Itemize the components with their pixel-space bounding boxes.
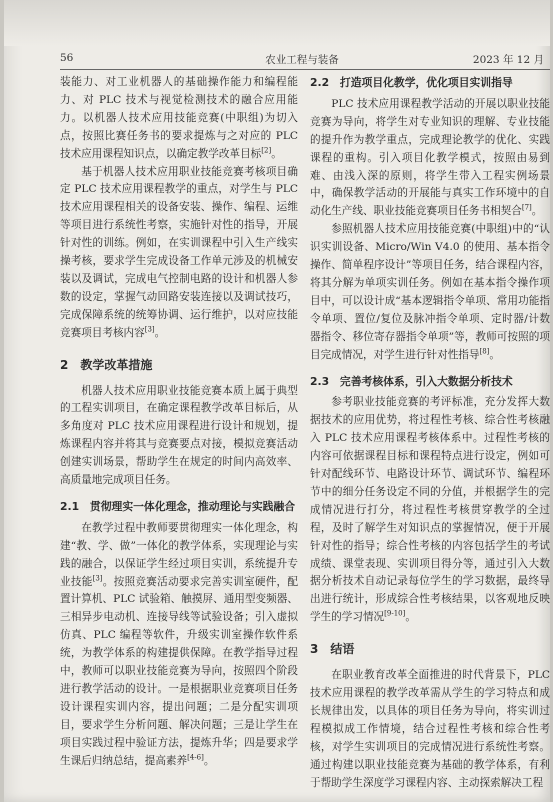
citation: [4-6]: [187, 753, 204, 762]
citation: [8]: [479, 347, 490, 356]
paragraph: 在职业教育改革全面推进的时代背景下，PLC 技术应用课程的教学改革需从学生的学习特点和成长规律出发，以具体的项目任务为导向，将实训过程模拟成工作情境，结合过程性考核和综合性考核，对学生实训项目的完成情况进行系统性考察。通过构建以职业技能竞赛为基础的教学体系，有利于帮助学生深度学习课程内容、主动探索解决工程: [310, 669, 550, 789]
subsection-heading: 2.2 打造项目化教学，优化项目实训指导: [310, 76, 513, 89]
citation: [7]: [521, 203, 532, 212]
paragraph: 在教学过程中教师要贯彻理实一体化理念，构建“教、学、做”一体化的教学体系，实现理论与实践的融合，以保证学生经过项目实训，系统提升专业技能[3]。按照竞赛活动要求完善实训室硬件，配置计算机、PLC 试验箱、触摸屏、通用型变频器、三相异步电动机、连接导线等试验设备；引入虚拟仿真、PLC 编程等软件，升级实训室操作软件系统，为教学体系的构建提供保障。在教学指导过程中，教师可以职业技能竞赛为导向，按照四个阶段进行教学活动的设计。一是根据职业竞赛项目任务设计课程实训内容，提出问题；二是分配实训项目，要求学生分析问题、解决问题；三是让学生在项目实践过程中验证方法，提炼升华；四是要求学生课后归纳总结，提高素养[4-6]。: [60, 521, 299, 767]
subsection-heading: 2.1 贯彻理实一体化理念，推动理论与实践融合: [60, 499, 296, 513]
paragraph: PLC 技术应用课程教学活动的开展以职业技能竞赛为导向，将学生对专业知识的理解、专业技能的提升作为教学重点，完成理论教学的优化、实践课程的重构。引入项目化教学模式，按照由易到难、由浅入深的原则，将学生带入工程实例场景中，确保教学活动的开展能与真实工作环境中的自动化生产线、职业技能竞赛项目任务书相契合[7]。: [310, 97, 550, 218]
scan-shadow: [4, 0, 550, 46]
paragraph: 参考职业技能竞赛的考评标准，充分发挥大数据技术的应用优势，将过程性考核、综合性考核融入 PLC 技术应用课程考核体系中。过程性考核的内容可依据课程目标和课程特点进行设定，例如可针对配线环节、电路设计环节、调试环节、编程环节中的细分任务设定不同的分值，并根据学生的完成情况进行打分，将过程性考核贯穿教学的全过程，及时了解学生对知识点的掌握情况，便于开展针对性的指导；综合性考核的内容包括学生的考试成绩、课堂表现、实训项目得分等，通过引入大数据分析技术自动记录每位学生的学习数据，最终导出进行统计，形成综合性考核结果，以客观地反映学生的学习情况[9-10]。: [310, 396, 550, 624]
paragraph: 机器人技术应用职业技能竞赛本质上属于典型的工程实训项目，在确定课程教学改革目标后，从多角度对 PLC 技术应用课程进行设计和规划，提炼课程内容并将其与竞赛要点对接，模拟竞赛活动创建实训场景，帮助学生在规定的时间内高效率、高质量地完成项目任务。: [60, 384, 298, 487]
paragraph: 参照机器人技术应用技能竞赛(中职组)中的“认识实训设备、Micro/Win V4.0 的使用、基本指令操作、简单程序设计”等项目任务，结合课程内容，将其分解为单项实训任务。例如在基本指令操作项目中，可以设计成“基本逻辑指令单项、常用功能指令单项、置位/复位及脉冲指令单项、定时器/计数器指令、移位寄存器指令单项”等，教师可按照的项目完成情况，对学生进行针对性指导[8]。: [310, 223, 550, 361]
citation: [9-10]: [384, 609, 406, 618]
journal-title: 农业工程与装备: [265, 54, 339, 66]
paragraph: 基于机器人技术应用职业技能竞赛考核项目确定 PLC 技术应用课程教学的重点，对学生与 PLC 技术应用课程相关的设备安装、操作、编程、运维等项目进行系统性考察，实施针对性的指导，开展针对性的训练。例如，在实训课程中引入生产线实操考核，要求学生完成设备工作单元涉及的机械安装以及调试，完成电气控制电路的设计和机器人参数的设定，掌握气动回路安装连接以及调试技巧，完成保障系统的统筹协调、运行维护，以对应技能竞赛项目考核内容[3]。: [60, 165, 298, 339]
header-rule: [60, 69, 550, 70]
left-column: [60, 74, 298, 771]
section-heading: 2 教学改革措施: [60, 357, 153, 372]
section-heading: 3 结语: [310, 642, 355, 657]
citation: [2]: [261, 146, 272, 155]
paragraph: 装能力、对工业机器人的基础操作能力和编程能力、对 PLC 技术与视觉检测技术的融合应用能力。以机器人技术应用技能竞赛(中职组)为切入点，按照比赛任务书的要求提炼与之对应的 PLC 技术应用课程知识点，以确定教学改革目标[2]。: [60, 76, 298, 160]
citation: [3]: [92, 574, 103, 583]
subsection-heading: 2.3 完善考核体系，引入大数据分析技术: [310, 374, 513, 388]
running-header: [60, 52, 544, 68]
page-number: 56: [60, 52, 74, 64]
page-sheet: [4, 0, 550, 802]
right-column: [310, 74, 550, 792]
citation: [3]: [144, 325, 155, 334]
issue-date: 2023 年 12 月: [472, 54, 544, 66]
